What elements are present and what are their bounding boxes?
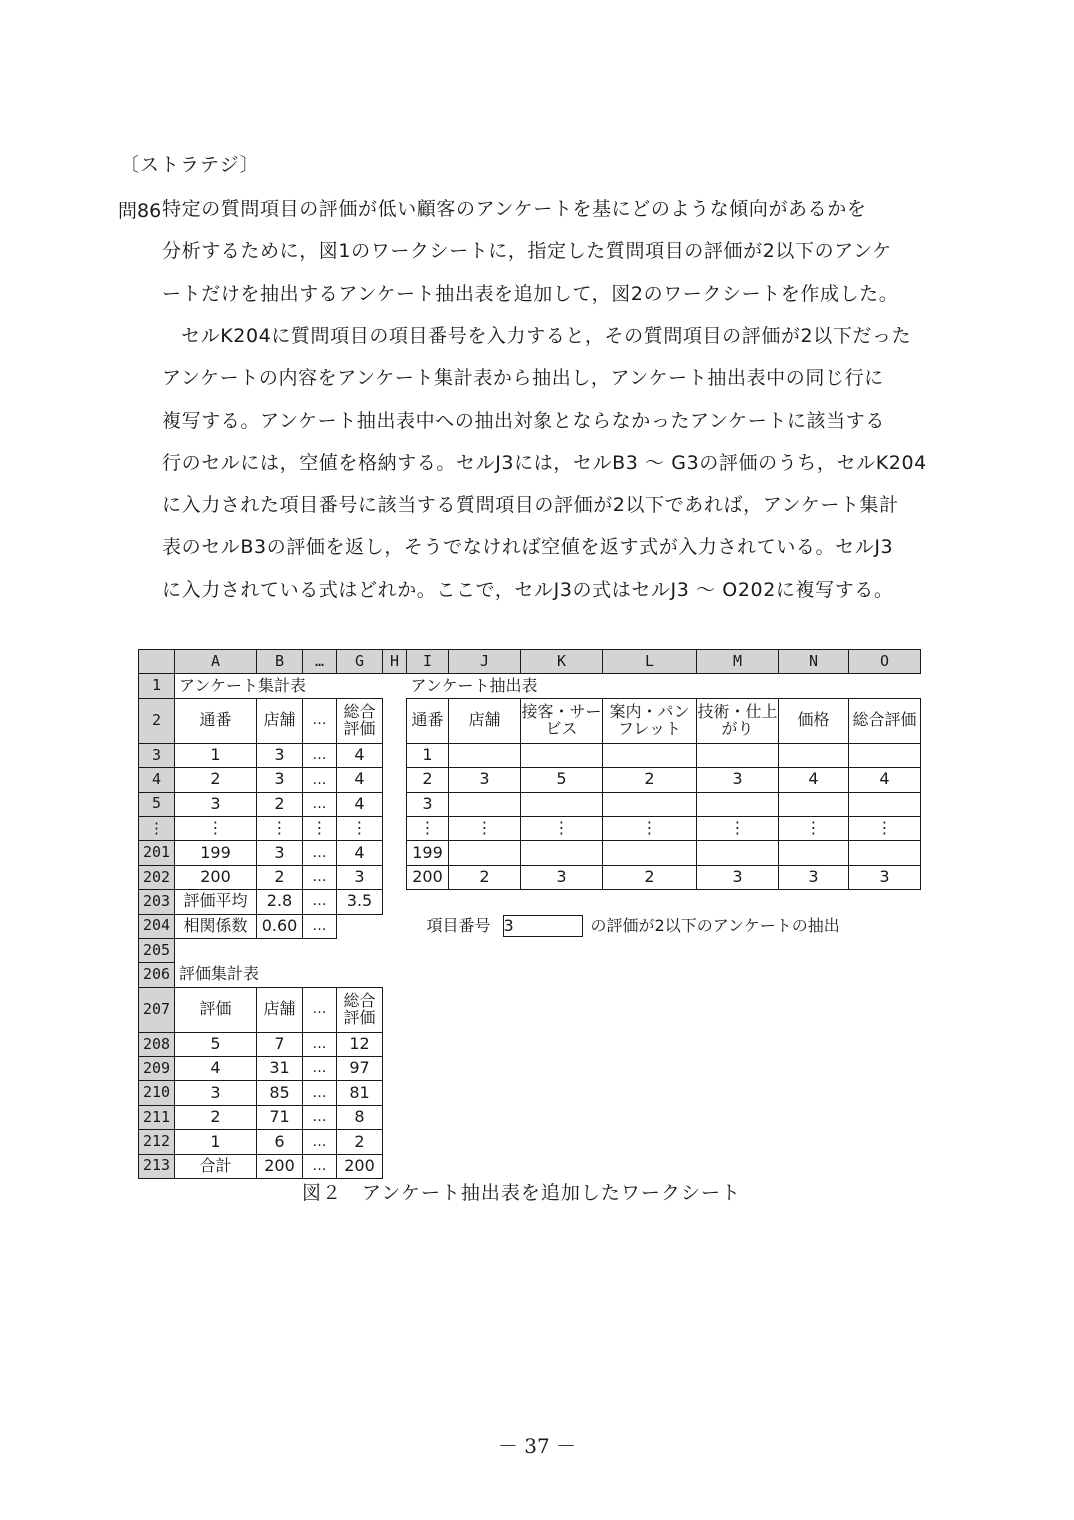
table-cell: … [303,1032,337,1056]
row-header: ⋮ [139,816,175,840]
table-cell: 12 [337,1032,383,1056]
column-header-ellipsis: … [303,650,337,674]
table-cell: … [303,1081,337,1105]
item-number-suffix: の評価が2以下のアンケートの抽出 [590,916,840,936]
column-header-i: I [407,650,449,674]
table-cell: 2 [257,865,303,889]
header-cell: 案内・パンフレット [603,698,697,743]
table-cell [779,792,849,816]
table-cell: … [303,914,337,938]
text-line: に入力された項目番号に該当する質問項目の評価が2以下であれば，アンケート集計 [162,494,899,517]
table-cell: 3 [697,865,779,889]
table-cell [849,841,921,865]
header-cell: 通番 [175,698,257,743]
row-header: 202 [139,865,175,889]
header-cell: 総合評価 [337,698,383,743]
table-cell [449,743,521,767]
sheet-row-209 [139,1057,921,1081]
eval-table-title: 評価集計表 [179,964,260,984]
table-cell: 8 [337,1105,383,1129]
sheet-row-201 [139,841,921,865]
row-header: 209 [139,1057,175,1081]
table-cell: 3 [521,865,603,889]
table-cell: 3 [449,768,521,792]
header-cell: 接客・サービス [521,698,603,743]
table-cell: 4 [337,841,383,865]
row-header: 203 [139,890,175,914]
table-cell: 評価平均 [175,890,257,914]
sheet-row-ellipsis [139,816,921,840]
table-cell: … [303,1130,337,1154]
table-cell: 5 [175,1032,257,1056]
table-cell [779,743,849,767]
table-cell: 2 [603,768,697,792]
row-header: 206 [139,963,175,987]
row-header: 208 [139,1032,175,1056]
table-cell: 3 [175,1081,257,1105]
table-cell: 4 [779,768,849,792]
question-paragraph-2 [162,315,962,611]
table-cell: … [303,865,337,889]
sheet-row-202 [139,865,921,889]
table-cell: 2 [257,792,303,816]
table-cell: 199 [175,841,257,865]
table-cell: 4 [337,768,383,792]
table-cell: 4 [337,792,383,816]
table-cell: 2 [337,1130,383,1154]
page-number: － 37 － [497,1434,577,1458]
figure-caption: 図２ アンケート抽出表を追加したワークシート [302,1182,741,1204]
table-cell [603,792,697,816]
table-cell: ⋮ [779,816,849,840]
table-cell: 3 [407,792,449,816]
table-cell: 7 [257,1032,303,1056]
table-cell: 3 [257,743,303,767]
text-line: に入力されている式はどれか。ここで，セルJ3の式はセルJ3 ～ O202に複写する。 [162,578,894,601]
sheet-row-203 [139,890,921,914]
sheet-row-208 [139,1032,921,1056]
row-header: 201 [139,841,175,865]
table-cell: 3 [337,865,383,889]
table-cell [603,841,697,865]
table-cell: … [303,1105,337,1129]
table-cell: … [303,890,337,914]
table-cell: ⋮ [257,816,303,840]
header-cell: … [303,987,337,1032]
header-cell: 店舗 [257,698,303,743]
column-header-a: A [175,650,257,674]
table-cell: 6 [257,1130,303,1154]
text-line: 特定の質問項目の評価が低い顧客のアンケートを基にどのような傾向があるかを [162,198,867,220]
table-cell: 1 [407,743,449,767]
question-number: 問86 [118,200,162,222]
table-cell: 199 [407,841,449,865]
table-cell: 31 [257,1057,303,1081]
header-cell: 総合評価 [337,987,383,1032]
table-cell: 1 [175,743,257,767]
text-line: 複写する。アンケート抽出表中への抽出対象とならなかったアンケートに該当する [162,409,885,432]
text-line: 表のセルB3の評価を返し，そうでなければ空値を返す式が入力されている。セルJ3 [162,536,894,559]
table-cell [697,792,779,816]
table-cell: ⋮ [603,816,697,840]
table-cell: 2 [449,865,521,889]
table-cell: 3 [697,768,779,792]
column-header-m: M [697,650,779,674]
table-cell: ⋮ [303,816,337,840]
header-cell: 店舗 [449,698,521,743]
table-cell [849,792,921,816]
table-cell: ⋮ [521,816,603,840]
text-line: 分析するために，図1のワークシートに，指定した質問項目の評価が2以下のアンケ [162,240,892,263]
table-cell: 相関係数 [175,914,257,938]
sheet-row-211 [139,1105,921,1129]
table-cell [603,743,697,767]
header-cell: 評価 [175,987,257,1032]
table-cell [521,792,603,816]
column-header-k: K [521,650,603,674]
sheet-row-5 [139,792,921,816]
column-header-l: L [603,650,697,674]
row-header: 210 [139,1081,175,1105]
sheet-row-212 [139,1130,921,1154]
row-header: 4 [139,768,175,792]
table-cell: 2 [603,865,697,889]
extract-table-title: アンケート抽出表 [410,675,538,695]
table-cell: ⋮ [175,816,257,840]
row-header: 211 [139,1105,175,1129]
table-cell: 4 [337,743,383,767]
table-cell: … [303,768,337,792]
text-line: ートだけを抽出するアンケート抽出表を追加して，図2のワークシートを作成した。 [162,282,899,305]
column-header-n: N [779,650,849,674]
table-cell [521,743,603,767]
table-cell: 4 [175,1057,257,1081]
row-header: 207 [139,987,175,1032]
sheet-row-206 [139,963,921,987]
row-header: 3 [139,743,175,767]
table-cell [779,841,849,865]
table-cell [849,743,921,767]
header-cell: … [303,698,337,743]
header-cell: 技術・仕上がり [697,698,779,743]
table-cell [449,792,521,816]
survey-table-title: アンケート集計表 [179,675,307,695]
table-cell: … [303,792,337,816]
sheet-row-4 [139,768,921,792]
table-cell: … [303,841,337,865]
table-cell: … [303,1154,337,1178]
table-cell [697,743,779,767]
table-cell: 2 [175,768,257,792]
sheet-row-2 [139,698,921,743]
column-header-g: G [337,650,383,674]
row-header: 213 [139,1154,175,1178]
sheet-row-1 [139,674,921,698]
table-cell: 3 [175,792,257,816]
table-cell: 4 [849,768,921,792]
table-cell: ⋮ [449,816,521,840]
header-cell: 総合評価 [849,698,921,743]
column-header-j: J [449,650,521,674]
table-cell: 85 [257,1081,303,1105]
table-cell: 合計 [175,1154,257,1178]
row-header: 5 [139,792,175,816]
table-cell: ⋮ [337,816,383,840]
table-cell: ⋮ [849,816,921,840]
sheet-row-210 [139,1081,921,1105]
table-cell [521,841,603,865]
table-cell: ⋮ [407,816,449,840]
sheet-row-205 [139,938,921,962]
table-cell [697,841,779,865]
table-cell: 2.8 [257,890,303,914]
column-header-row [139,650,921,674]
text-line: セルK204に質問項目の項目番号を入力すると，その質問項目の評価が2以下だった [181,325,912,347]
table-cell: 3 [779,865,849,889]
table-cell: … [303,743,337,767]
table-cell: 2 [175,1105,257,1129]
question-paragraph-1 [162,188,962,315]
table-cell: 2 [407,768,449,792]
row-header: 204 [139,914,175,938]
table-cell: 200 [175,865,257,889]
row-header: 2 [139,698,175,743]
column-header-b: B [257,650,303,674]
text-line: アンケートの内容をアンケート集計表から抽出し，アンケート抽出表中の同じ行に [162,367,884,390]
table-cell: 81 [337,1081,383,1105]
table-cell [449,841,521,865]
item-number-line [407,914,921,938]
row-header: 205 [139,938,175,962]
row-header: 212 [139,1130,175,1154]
corner-cell [139,650,175,674]
column-header-h: H [383,650,407,674]
section-label: 〔ストラテジ〕 [120,154,260,176]
header-cell: 通番 [407,698,449,743]
sheet-row-207 [139,987,921,1032]
table-cell: 5 [521,768,603,792]
table-cell: ⋮ [697,816,779,840]
table-cell: 3 [257,768,303,792]
table-cell: 200 [407,865,449,889]
sheet-row-3 [139,743,921,767]
header-cell: 店舗 [257,987,303,1032]
column-header-o: O [849,650,921,674]
table-cell: 3 [849,865,921,889]
text-line: 行のセルには，空値を格納する。セルJ3には，セルB3 ～ G3の評価のうち，セルK204 [162,451,927,474]
table-cell: 1 [175,1130,257,1154]
sheet-row-213 [139,1154,921,1178]
sheet-row-204 [139,914,921,938]
item-number-label: 項目番号 [426,916,491,936]
table-cell: 71 [257,1105,303,1129]
worksheet-figure [138,649,921,1179]
row-header: 1 [139,674,175,698]
table-cell: 200 [257,1154,303,1178]
table-cell: 97 [337,1057,383,1081]
table-cell: … [303,1057,337,1081]
table-cell: 200 [337,1154,383,1178]
header-cell: 価格 [779,698,849,743]
table-cell: 3.5 [337,890,383,914]
item-number-cell[interactable]: 3 [503,915,583,937]
table-cell: 3 [257,841,303,865]
table-cell: 0.60 [257,914,303,938]
